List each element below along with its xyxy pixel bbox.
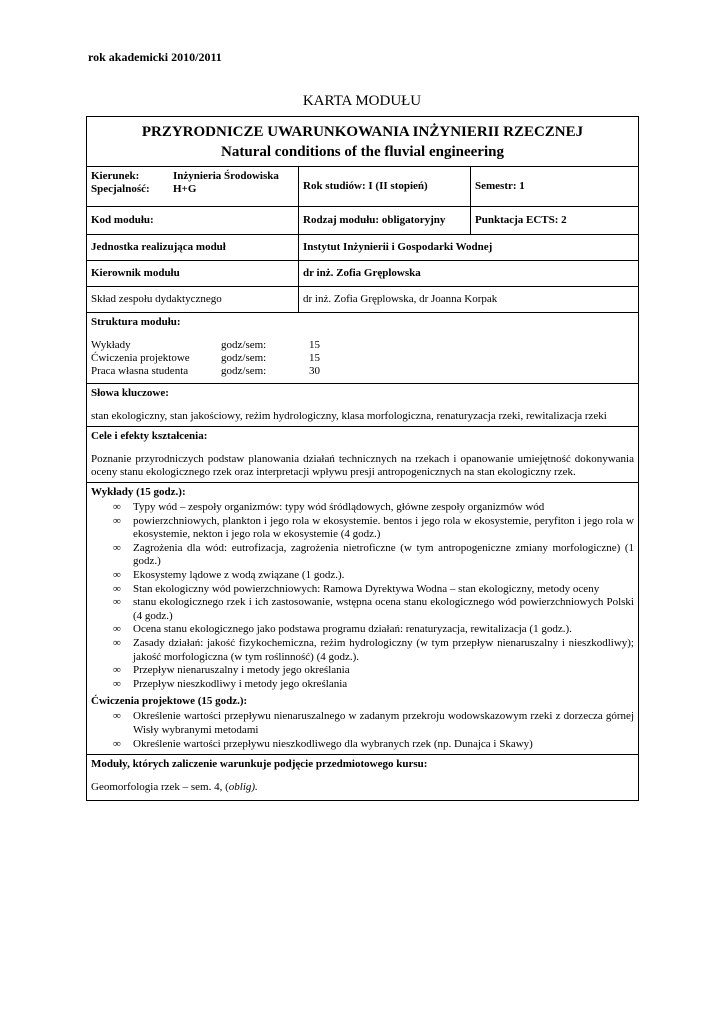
- document-title: KARTA MODUŁU: [302, 93, 422, 109]
- prerequisites-heading: Moduły, których zaliczenie warunkuje podjęcie przedmiotowego kursu:: [91, 758, 428, 771]
- structure-heading: Struktura modułu:: [91, 316, 181, 328]
- list-item: ∞ Typy wód – zespoły organizmów: typy wód śródlądowych, główne zespoły organizmów wód: [113, 501, 545, 513]
- lectures-section: [87, 483, 639, 755]
- team-value: dr inż. Zofia Gręplowska, dr Joanna Korpak: [299, 287, 639, 313]
- lectures-heading: Wykłady (15 godz.):: [91, 486, 186, 498]
- goals-section: [87, 427, 639, 483]
- prerequisites-text: Geomorfologia rzek – sem. 4, (oblig).: [91, 781, 258, 794]
- field-of-study-cell: [87, 167, 299, 207]
- list-item: ∞ powierzchniowych, plankton i jego rola w ekosystemie. bentos i jego rola w ekosystemie, peryfiton i jego rola w ekosystemie, nekton i jego rola w ekosystemie (4 godz.): [113, 514, 634, 541]
- coordinator-label: Kierownik modułu: [87, 261, 299, 287]
- list-item: ∞ Określenie wartości przepływu nienaruszalnego w zadanym przekroju wodowskazowym rzeki z dorzecza górnej Wisły wybranymi metodami: [113, 710, 634, 736]
- kierunek-label: Kierunek:: [91, 170, 140, 182]
- list-item: ∞ Ocena stanu ekologicznego jako podstawa programu działań: renaturyzacja, rewitalizacja (1 godz.).: [113, 623, 572, 636]
- goals-heading: Cele i efekty kształcenia:: [91, 430, 208, 442]
- coordinator-value: dr inż. Zofia Gręplowska: [299, 261, 639, 287]
- keywords-text: stan ekologiczny, stan jakościowy, reżim hydrologiczny, klasa morfologiczna, renaturyzacja rzeki, rewitalizacja rzeki: [91, 410, 607, 422]
- team-label: Skład zespołu dydaktycznego: [87, 287, 299, 313]
- list-item: ∞ Stan ekologiczny wód powierzchniowych: Ramowa Dyrektywa Wodna – stan ekologiczny, metody oceny: [113, 582, 600, 595]
- structure-section: [87, 313, 639, 384]
- year-of-study: Rok studiów: I (II stopień): [299, 167, 471, 207]
- list-item: ∞ Zagrożenia dla wód: eutrofizacja, zagrożenia nietroficzne (w tym antropogeniczne zmiany morfologiczne) (1 godz.): [113, 541, 634, 568]
- specjalnosc-value: H+G: [173, 183, 197, 195]
- module-card-table: [86, 116, 639, 801]
- course-title-pl: PRZYRODNICZE UWARUNKOWANIA INŻYNIERII RZECZNEJ: [141, 124, 584, 140]
- keywords-heading: Słowa kluczowe:: [91, 387, 169, 399]
- structure-row: Ćwiczenia projektowe godz/sem: 15: [91, 352, 320, 364]
- keywords-section: [87, 384, 639, 427]
- list-item: ∞ Ekosystemy lądowe z wodą związane (1 godz.).: [113, 568, 345, 581]
- list-item: ∞ Określenie wartości przepływu nieszkodliwego dla wybranych rzek (np. Dunajca i Skawy): [113, 737, 533, 750]
- exercises-heading: Ćwiczenia projektowe (15 godz.):: [91, 695, 248, 708]
- module-type: Rodzaj modułu: obligatoryjny: [299, 207, 471, 235]
- course-title-cell: [87, 117, 639, 167]
- list-item: ∞ Zasady działań: jakość fizykochemiczna, reżim hydrologiczny (w tym przepływ nienaruszalny i nieszkodliwy); jakość morfologiczna (w tym roślinność) (4 godz.).: [113, 636, 634, 663]
- list-item: ∞ Przepływ nieszkodliwy i metody jego określania: [113, 677, 348, 690]
- structure-row: Wykłady godz/sem: 15: [91, 339, 320, 351]
- unit-label: Jednostka realizująca moduł: [87, 235, 299, 261]
- prerequisites-section: [87, 755, 639, 801]
- exercises-list: [91, 710, 634, 751]
- list-item: ∞ stanu ekologicznego rzek i ich zastosowanie, wstępna ocena stanu ekologicznego wód powierzchniowych Polski (4 godz.): [113, 596, 634, 622]
- ects-points: Punktacja ECTS: 2: [471, 207, 639, 235]
- academic-year: rok akademicki 2010/2011: [88, 50, 222, 64]
- goals-text: Poznanie przyrodniczych podstaw planowania działań technicznych na rzekach i opanowanie umiejętność dokonywania oceny stanu ekologicznego rzek oraz interpretacji wpływu presji antropogenicznych na stan ekologiczny rzek.: [91, 453, 634, 478]
- module-code: Kod modułu:: [87, 207, 299, 235]
- kierunek-value: Inżynieria Środowiska: [173, 170, 279, 182]
- unit-value: Instytut Inżynierii i Gospodarki Wodnej: [299, 235, 639, 261]
- lectures-list: [91, 501, 634, 691]
- course-title-en: Natural conditions of the fluvial engineering: [221, 144, 504, 160]
- structure-row: Praca własna studenta godz/sem: 30: [91, 365, 320, 377]
- list-item: ∞ Przepływ nienaruszalny i metody jego określania: [113, 664, 350, 677]
- semester: Semestr: 1: [471, 167, 639, 207]
- specjalnosc-label: Specjalność:: [91, 183, 150, 195]
